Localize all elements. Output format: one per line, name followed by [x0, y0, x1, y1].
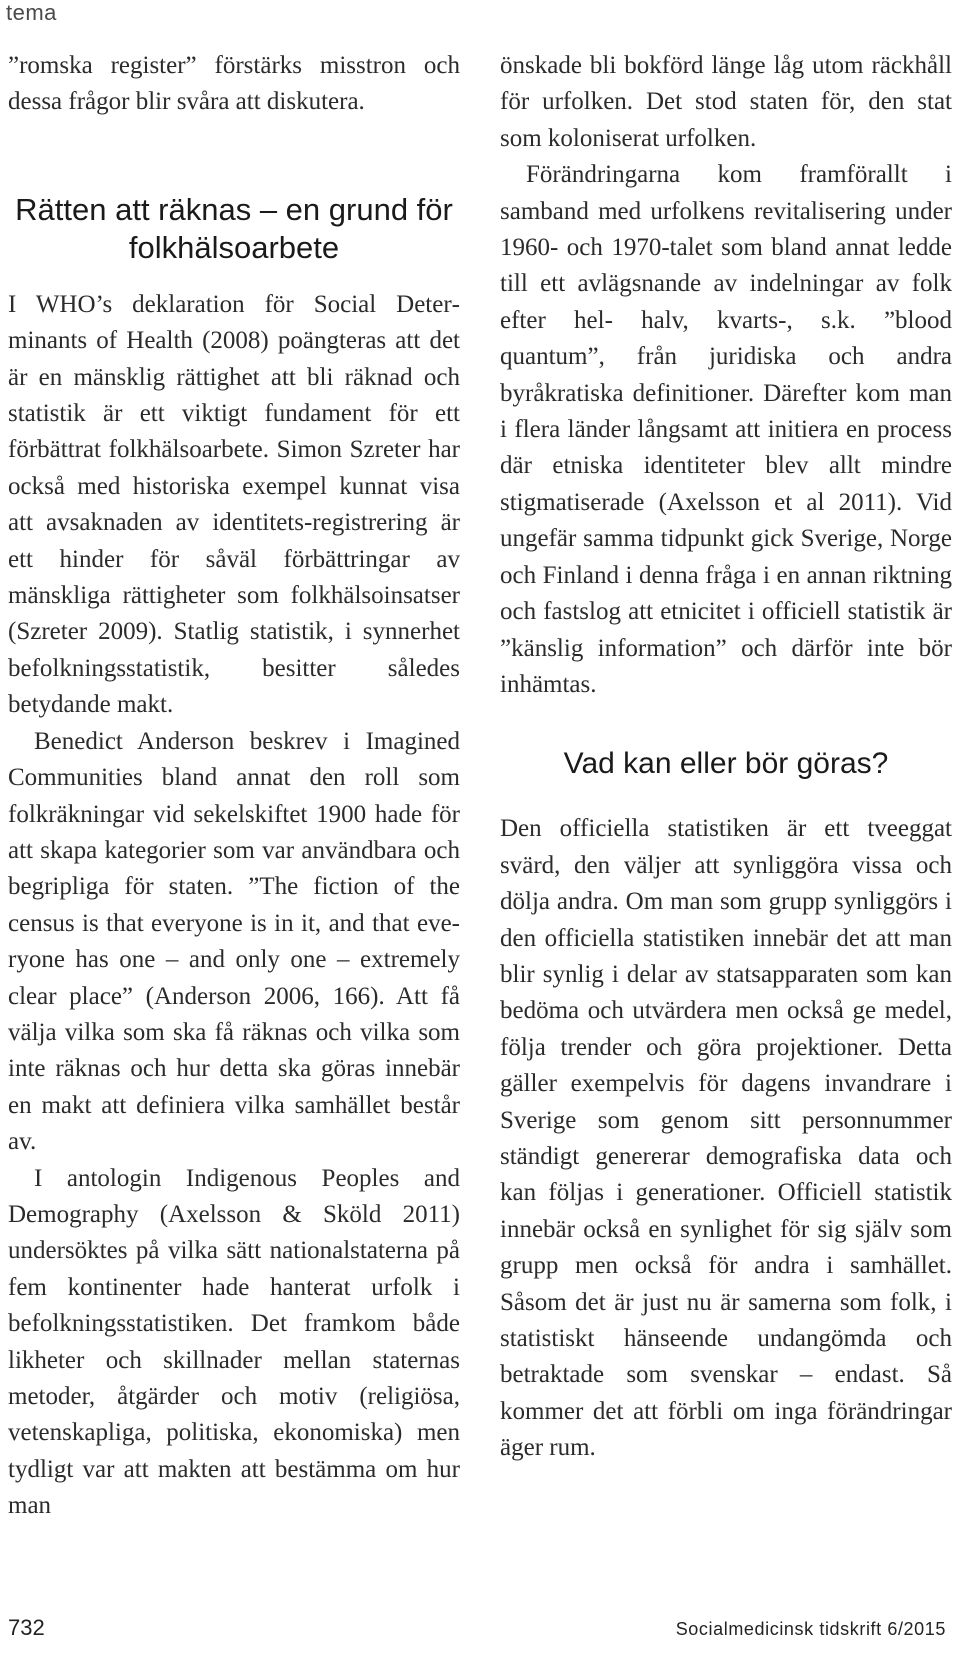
section-tag: tema: [6, 0, 57, 25]
right-column: [500, 48, 952, 1467]
body-paragraph: I WHO’s deklaration för Social Determinants of Health (2008) poängteras att det är en mänsklig rättighet att bli räknad och statistik är ett viktigt fundament för ett förbättrat folkhälsoarbete. Simon Szreter har också med historiska exempel kunnat visa att avsaknaden av identitets-registrering är ett hinder för såväl förbättringar av mänskliga rättigheter som folkhälsoinsatser (Szreter 2009). Statlig statistik, i synnerhet befolkningsstatistik, besitter således betydande makt.: [8, 290, 460, 719]
body-paragraph: I antologin Indigenous Peoples and Demography (Axelsson & Sköld 2011) undersöktes på vilka sätt nationalstaterna på fem kontinenter hade hanterat urfolk i befolkningsstatistiken. Det framkom både likheter och skillnader mellan staternas metoder, åtgärder och motiv (religiösa, vetenskapliga, politiska, ekonomiska) men tydligt var att makten att bestämma om hur man: [8, 1164, 460, 1520]
body-paragraph: Benedict Anderson beskrev i Imagined Communities bland annat den roll som folkräkningar vid sekelskiftet 1900 hade för att skapa kategorier som var användbara och begripliga för staten. ”The fiction of the census is that everyone is in it, and that everyone has one – and only one – extremely clear place” (Anderson 2006, 166). Att få välja vilka som ska få räknas och vilka som inte räknas och hur detta ska göras innebär en makt att definiera vilka samhället består av.: [8, 727, 460, 1156]
page-number: 732: [8, 1615, 45, 1640]
journal-name: Socialmedicinsk tidskrift 6/2015: [675, 1619, 946, 1639]
intro-paragraph: ”romska register” förstärks misstron och dessa frågor blir svåra att diskutera.: [8, 52, 460, 116]
left-column: [8, 48, 460, 1525]
body-paragraph: Förändringarna kom framförallt i samband med urfolkens revitalisering under 1960- och 1970-talet som bland annat ledde till ett avlägsnande av indelningar av folk efter hel- halv, kvarts-, s.k. ”blood quantum”, från juridiska och andra byråkratiska definitioner. Därefter kom man i flera länder långsamt att initiera en process där etniska identiteter blev allt mindre stigmatiserade (Axelsson et al 2011). Vid ungefär samma tidpunkt gick Sverige, Norge och Finland i denna fråga i en annan riktning och fastslog att etnicitet i officiell statistik är ”känslig information” och därför inte bör inhämtas.: [500, 161, 952, 698]
body-paragraph: önskade bli bokförd länge låg utom räckhåll för urfolken. Det stod staten för, den stat som koloniserat urfolken.: [500, 52, 952, 152]
body-paragraph: Den officiella statistiken är ett tveeggat svärd, den väljer att synliggöra vissa och dölja andra. Om man som grupp synliggörs i den officiella statistiken innebär det att man blir synlig i delar av statsapparaten som kan bedöma och utvärdera men också ge medel, följa trender och göra projektioner. Detta gäller exempelvis för dagens invandrare i Sverige som genom sitt personnummer ständigt genererar demografiska data och kan följas i generationer. Officiell statistik innebär också en synlighet för sig själv som grupp men också för andra i samhället. Såsom det är just nu är samerna som folk, i statistiskt hänseende undangömda och betraktade som svenskar – endast. Så kommer det att förbli om inga förändringar äger rum.: [500, 815, 952, 1462]
section-heading-what-can-be-done: Vad kan eller bör göras?: [563, 747, 889, 781]
section-heading-right-to-be-counted: Rätten att räknas – en grund för folkhälsoarbete: [15, 191, 453, 265]
